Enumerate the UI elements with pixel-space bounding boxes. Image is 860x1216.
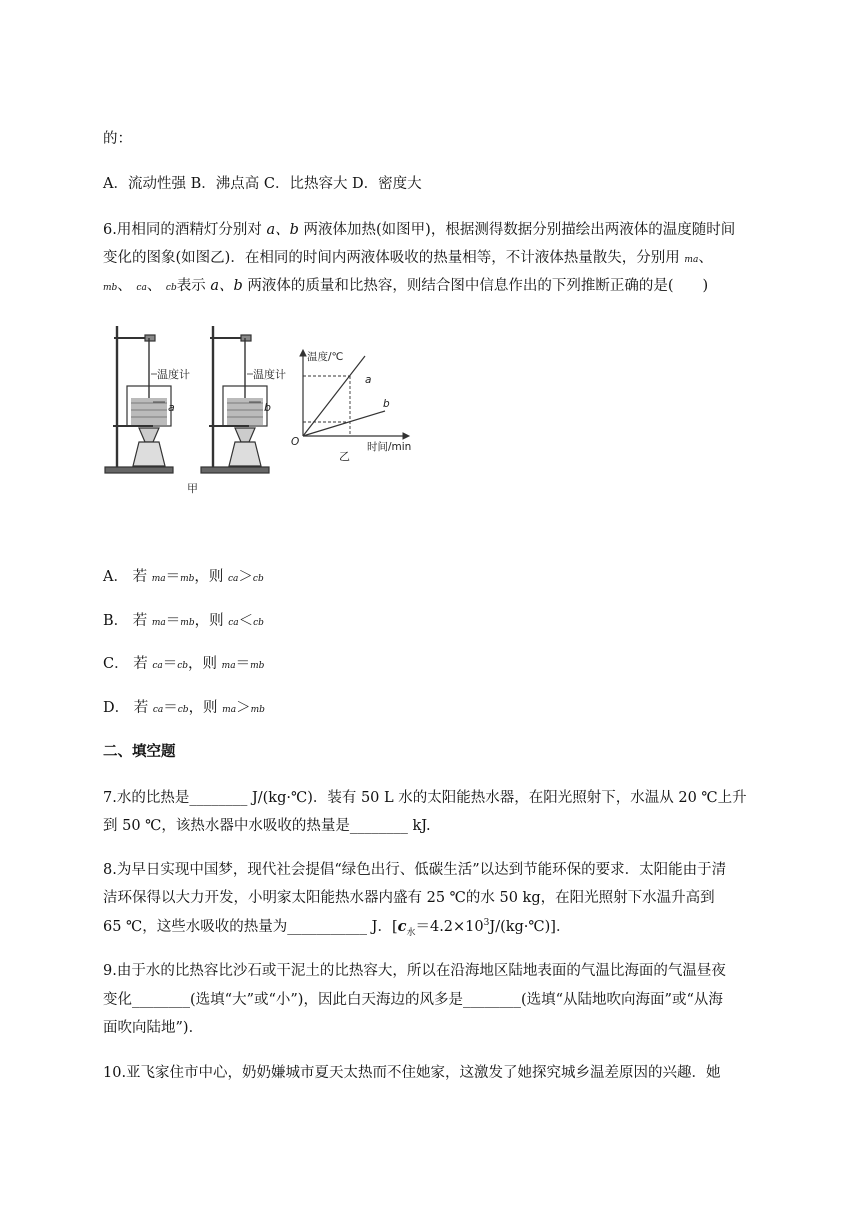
option-c: C． 若 ca＝cb，则 ma＝mb [103,656,265,672]
temperature-graph [300,350,409,439]
y-axis-label: 温度/℃ [307,351,344,363]
graph-label-b: b [383,398,390,410]
x-axis-label: 时间/min [367,441,412,453]
section-heading: 二、填空题 [103,743,176,760]
origin-label: O [291,436,300,448]
q8-line-2: 洁环保得以大力开发，小明家太阳能热水器内盛有 25 ℃的水 50 kg，在阳光照射下水温升高到 [103,890,715,906]
q6-line-1: 6.用相同的酒精灯分别对 a、b 两液体加热(如图甲)，根据测得数据分别描绘出两液体的温度随时间 [103,222,736,238]
q5-options: A．流动性强 B．沸点高 C．比热容大 D．密度大 [103,176,422,192]
option-d: D． 若 ca＝cb，则 ma＞mb [103,700,265,716]
line-a [303,356,365,436]
graph-label-a: a [365,374,372,386]
thermometer-label-a: 温度计 [157,368,190,381]
caption-yi: 乙 [339,450,350,463]
option-a: A． 若 ma＝mb，则 ca＞cb [103,569,264,585]
q6-line-3: mb、 ca、 cb表示 a、b 两液体的质量和比热容，则结合图中信息作出的下列推断正确的是( ) [103,278,709,294]
experiment-figure [103,318,423,503]
liquid-label-a: a [168,401,175,414]
liquid-label-b: b [264,401,271,414]
apparatus-a [105,326,173,473]
q9-line-1: 9.由于水的比热容比沙石或干泥土的比热容大，所以在沿海地区陆地表面的气温比海面的气温昼夜 [103,963,726,979]
q9-line-2: 变化________(选填“大”或“小”)，因此白天海边的风多是________(选填“从陆地吹向海面”或“从海 [103,992,723,1008]
q10-line-1: 10.亚飞家住市中心，奶奶嫌城市夏天太热而不住她家，这激发了她探究城乡温差原因的兴趣．她 [103,1065,721,1081]
q9-line-3: 面吹向陆地”)． [103,1020,204,1036]
q6-line-2: 变化的图象(如图乙)．在相同的时间内两液体吸收的热量相等，不计液体热量散失，分别用 ma、 [103,250,713,266]
q7-line-2: 到 50 ℃，该热水器中水吸收的热量是________ kJ. [103,818,431,834]
q8-line-3: 65 ℃，这些水吸收的热量为___________ J．$[c_水=4.2\times 10^3J/(kg\cdot℃)]$． [103,918,571,938]
thermometer-label-b: 温度计 [253,368,286,381]
line-b [303,411,385,436]
q7-line-1: 7.水的比热是________ J/(kg·℃)．装有 50 L 水的太阳能热水器，在阳光照射下，水温从 20 ℃上升 [103,790,747,806]
caption-jia: 甲 [187,482,198,495]
option-b: B． 若 ma＝mb，则 ca＜cb [103,613,264,629]
figure-svg [103,318,423,503]
apparatus-b [201,326,269,473]
q8-line-1: 8.为早日实现中国梦，现代社会提倡“绿色出行、低碳生活”以达到节能环保的要求．太阳能由于清 [103,862,727,878]
text-line-1: 的： [103,131,132,147]
